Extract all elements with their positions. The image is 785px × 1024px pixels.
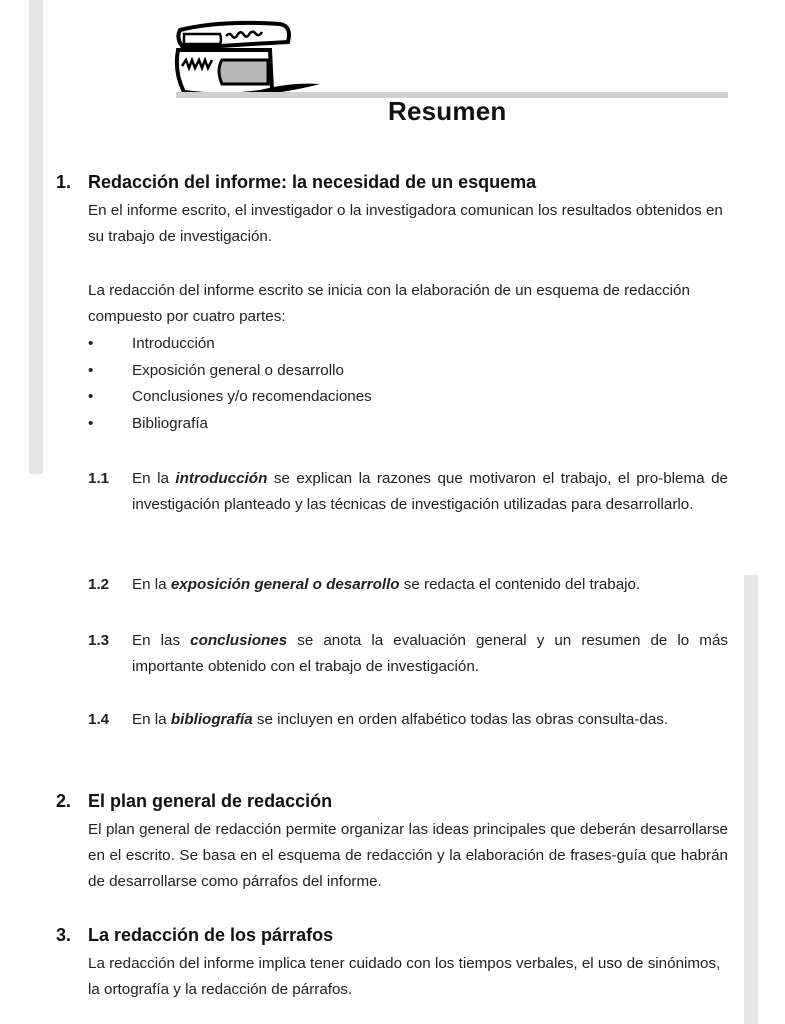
section-title: Redacción del informe: la necesidad de un esquema xyxy=(88,172,537,192)
list-item: • Conclusiones y/o recomendaciones xyxy=(88,384,372,411)
section-2-paragraph: El plan general de redacción permite organizar las ideas principales que deberán desarrollarse en el escrito. Se basa en el esquema de redacción y la elaboración de frases-guía que habrán de desarrollarse como párrafos del informe. xyxy=(88,821,728,890)
section-title: La redacción de los párrafos xyxy=(88,925,334,945)
subsection-number: 1.2 xyxy=(88,576,110,593)
emphasis: exposición general o desarrollo xyxy=(170,576,400,593)
left-margin-bar xyxy=(29,0,43,474)
subsection-1-2: 1.2 En la exposición general o desarrollo se redacta el contenido del trabajo. xyxy=(88,572,728,598)
right-margin-bar xyxy=(744,575,758,1024)
bullet-icon: • xyxy=(88,415,94,432)
list-item: • Introducción xyxy=(88,331,215,358)
bullet-icon: • xyxy=(88,388,94,405)
books-icon xyxy=(170,12,320,92)
list-item: • Exposición general o desarrollo xyxy=(88,358,344,385)
page-title: Resumen xyxy=(388,96,507,126)
subsection-1-3: 1.3 En las conclusiones se anota la evaluación general y un resumen de lo más importante obtenido con el trabajo de investigación. xyxy=(88,628,728,680)
section-title: El plan general de redacción xyxy=(88,791,333,811)
subsection-number: 1.4 xyxy=(88,711,110,728)
emphasis: conclusiones xyxy=(190,632,288,649)
section-1-paragraph-1: En el informe escrito, el investigador o la investigadora comunican los resultados obtenidos en su trabajo de investigación. xyxy=(88,202,723,245)
subsection-number: 1.3 xyxy=(88,632,110,649)
bullet-icon: • xyxy=(88,335,94,352)
section-number: 3. xyxy=(56,925,72,945)
section-heading-2 xyxy=(56,791,332,812)
emphasis: introducción xyxy=(175,470,268,487)
section-heading-3 xyxy=(56,925,333,946)
section-heading-1 xyxy=(56,172,536,193)
emphasis: bibliografía xyxy=(170,711,253,728)
section-number: 2. xyxy=(56,791,72,811)
subsection-1-4: 1.4 En la bibliografía se incluyen en orden alfabético todas las obras consulta-das. xyxy=(88,707,728,733)
section-3-paragraph: La redacción del informe implica tener cuidado con los tiempos verbales, el uso de sinónimos, la ortografía y la redacción de párrafos. xyxy=(88,955,721,998)
subsection-number: 1.1 xyxy=(88,470,110,487)
bullet-icon: • xyxy=(88,362,94,379)
subsection-1-1: 1.1 En la introducción se explican la razones que motivaron el trabajo, el pro-blema de investigación planteado y las técnicas de investigación utilizadas para desarrollarlo. xyxy=(88,466,728,518)
list-item: • Bibliografía xyxy=(88,411,208,438)
section-1-paragraph-2: La redacción del informe escrito se inicia con la elaboración de un esquema de redacción compuesto por cuatro partes: xyxy=(88,282,690,325)
section-number: 1. xyxy=(56,172,72,192)
